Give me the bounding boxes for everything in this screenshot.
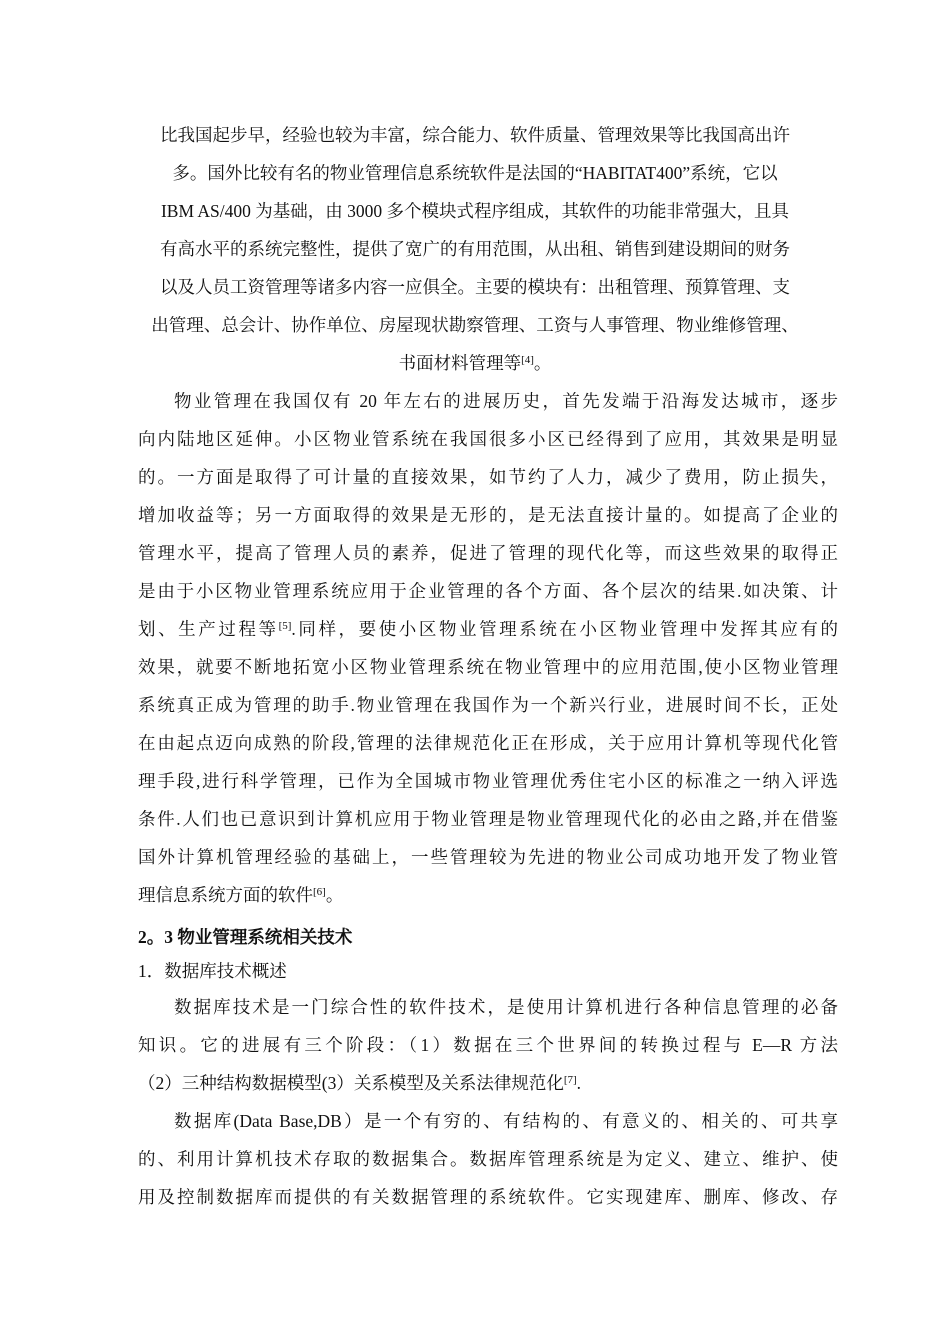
text-fragment: 理信息系统方面的软件 <box>138 885 313 905</box>
text-line <box>138 884 343 906</box>
text-fragment: 。 <box>533 353 552 373</box>
text-line <box>138 1072 581 1094</box>
text-line: 国外计算机管理经验的基础上，一些管理较为先进的物业公司成功地开发了物业管 <box>138 847 838 867</box>
citation-ref: [4] <box>521 354 534 366</box>
text-line <box>138 618 838 640</box>
text-line: 数据库(Data Base,DB）是一个有穷的、有结构的、有意义的、相关的、可共享 <box>174 1111 838 1131</box>
text-line: 管理水平，提高了管理人员的素养，促进了管理的现代化等，而这些效果的取得正 <box>138 543 838 563</box>
text-line: 物业管理在我国仅有 20 年左右的进展历史，首先发端于沿海发达城市，逐步 <box>174 391 838 411</box>
text-fragment: 书面材料管理等 <box>398 353 522 373</box>
text-line: 增加收益等；另一方面取得的效果是无形的，是无法直接计量的。如提高了企业的 <box>138 505 838 525</box>
text-line: 出管理、总会计、协作单位、房屋现状勘察管理、工资与人事管理、物业维修管理、 <box>151 315 799 335</box>
text-fragment: 。 <box>325 885 344 905</box>
text-line: 条件.人们也已意识到计算机应用于物业管理是物业管理现代化的必由之路,并在借鉴 <box>138 809 838 829</box>
text-line: 在由起点迈向成熟的阶段,管理的法律规范化正在形成，关于应用计算机等现代化管 <box>138 733 838 753</box>
text-line: 比我国起步早，经验也较为丰富，综合能力、软件质量、管理效果等比我国高出许 <box>160 125 790 145</box>
citation-ref: [5] <box>278 620 292 632</box>
text-line: 多。国外比较有名的物业管理信息系统软件是法国的“HABITAT400”系统，它以 <box>172 163 778 183</box>
section-heading: 2。3 物业管理系统相关技术 <box>138 927 353 947</box>
text-line: 知识。它的进展有三个阶段：（1）数据在三个世界间的转换过程与 E—R 方法 <box>138 1035 838 1055</box>
text-line: 用及控制数据库而提供的有关数据管理的系统软件。它实现建库、删库、修改、存 <box>138 1187 838 1207</box>
citation-ref: [6] <box>313 886 326 898</box>
citation-ref: [7] <box>563 1074 577 1086</box>
text-line: 的。一方面是取得了可计量的直接效果，如节约了人力，减少了费用，防止损失， <box>138 467 838 487</box>
text-fragment: 划、生产过程等 <box>138 619 279 639</box>
text-line: 向内陆地区延伸。小区物业管系统在我国很多小区已经得到了应用，其效果是明显 <box>138 429 838 449</box>
text-line: IBM AS/400 为基础，由 3000 多个模块式程序组成，其软件的功能非常强大，且具 <box>160 201 790 221</box>
text-line: 系统真正成为管理的助手.物业管理在我国作为一个新兴行业，进展时间不长，正处 <box>138 695 838 715</box>
text-line: 以及人员工资管理等诸多内容一应俱全。主要的模块有：出租管理、预算管理、支 <box>160 277 790 297</box>
text-line: 数据库技术是一门综合性的软件技术，是使用计算机进行各种信息管理的必备 <box>174 997 838 1017</box>
sub-heading: 1．数据库技术概述 <box>138 961 287 981</box>
text-fragment: （2）三种结构数据模型(3）关系模型及关系法律规范化 <box>138 1073 564 1093</box>
text-fragment: . <box>576 1073 582 1093</box>
text-line: 的、利用计算机技术存取的数据集合。数据库管理系统是为定义、建立、维护、使 <box>138 1149 838 1169</box>
text-line: 有高水平的系统完整性，提供了宽广的有用范围，从出租、销售到建设期间的财务 <box>160 239 790 259</box>
text-line: 效果，就要不断地拓宽小区物业管理系统在物业管理中的应用范围,使小区物业管理 <box>138 657 838 677</box>
text-line: 是由于小区物业管理系统应用于企业管理的各个方面、各个层次的结果.如决策、计 <box>138 581 838 601</box>
text-line <box>0 352 950 374</box>
text-fragment: .同样，要使小区物业管理系统在小区物业管理中发挥其应有的 <box>291 619 839 639</box>
text-line: 理手段,进行科学管理，已作为全国城市物业管理优秀住宅小区的标准之一纳入评选 <box>138 771 838 791</box>
